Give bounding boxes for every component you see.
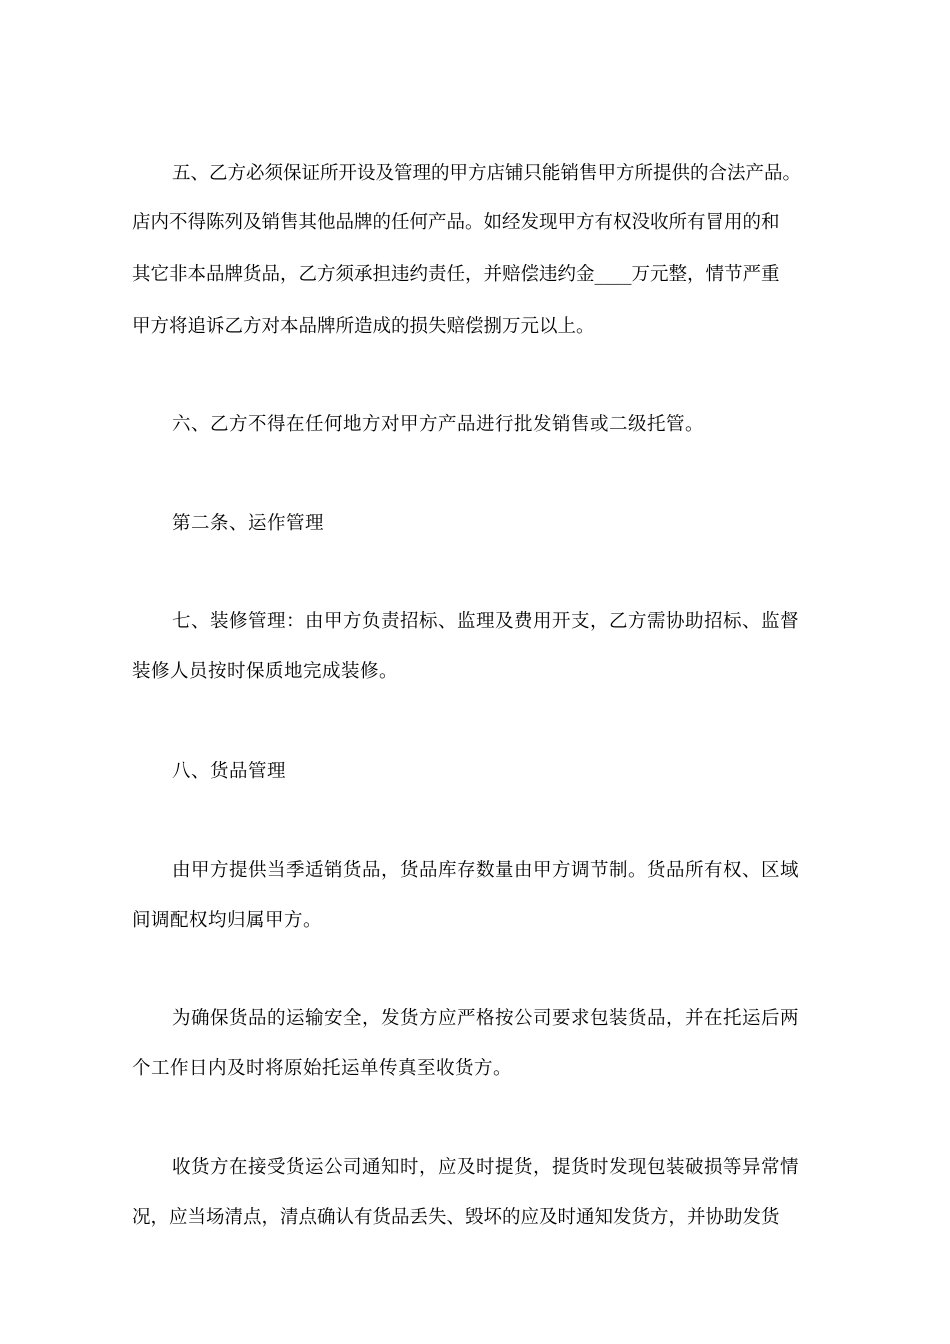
transport-line-2: 个工作日内及时将原始托运单传真至收货方。	[132, 1058, 513, 1079]
clause-7-line-2: 装修人员按时保质地完成装修。	[132, 661, 399, 682]
clause-6-line-1: 六、乙方不得在任何地方对甲方产品进行批发销售或二级托管。	[172, 414, 705, 435]
clause-5-line-2: 店内不得陈列及销售其他品牌的任何产品。如经发现甲方有权没收所有冒用的和	[132, 212, 780, 233]
clause-7-line-1: 七、装修管理：由甲方负责招标、监理及费用开支，乙方需协助招标、监督	[172, 611, 800, 632]
clause-5-line-1: 五、乙方必须保证所开设及管理的甲方店铺只能销售甲方所提供的合法产品。	[172, 163, 802, 184]
receipt-line-2: 况，应当场清点，清点确认有货品丢失、毁坏的应及时通知发货方，并协助发货	[132, 1207, 780, 1228]
clause-8-heading: 八、货品管理	[172, 761, 287, 782]
supply-line-1: 由甲方提供当季适销货品，货品库存数量由甲方调节制。货品所有权、区域	[172, 860, 800, 881]
clause-5-line-4: 甲方将追诉乙方对本品牌所造成的损失赔偿捌万元以上。	[132, 316, 595, 337]
clause-5-line-3: 其它非本品牌货品，乙方须承担违约责任，并赔偿违约金____万元整，情节严重	[132, 264, 780, 285]
receipt-line-1: 收货方在接受货运公司通知时，应及时提货，提货时发现包装破损等异常情	[172, 1157, 800, 1178]
transport-line-1: 为确保货品的运输安全，发货方应严格按公司要求包装货品，并在托运后两	[172, 1008, 800, 1029]
supply-line-2: 间调配权均归属甲方。	[132, 910, 323, 931]
article-2-heading: 第二条、运作管理	[172, 513, 325, 534]
